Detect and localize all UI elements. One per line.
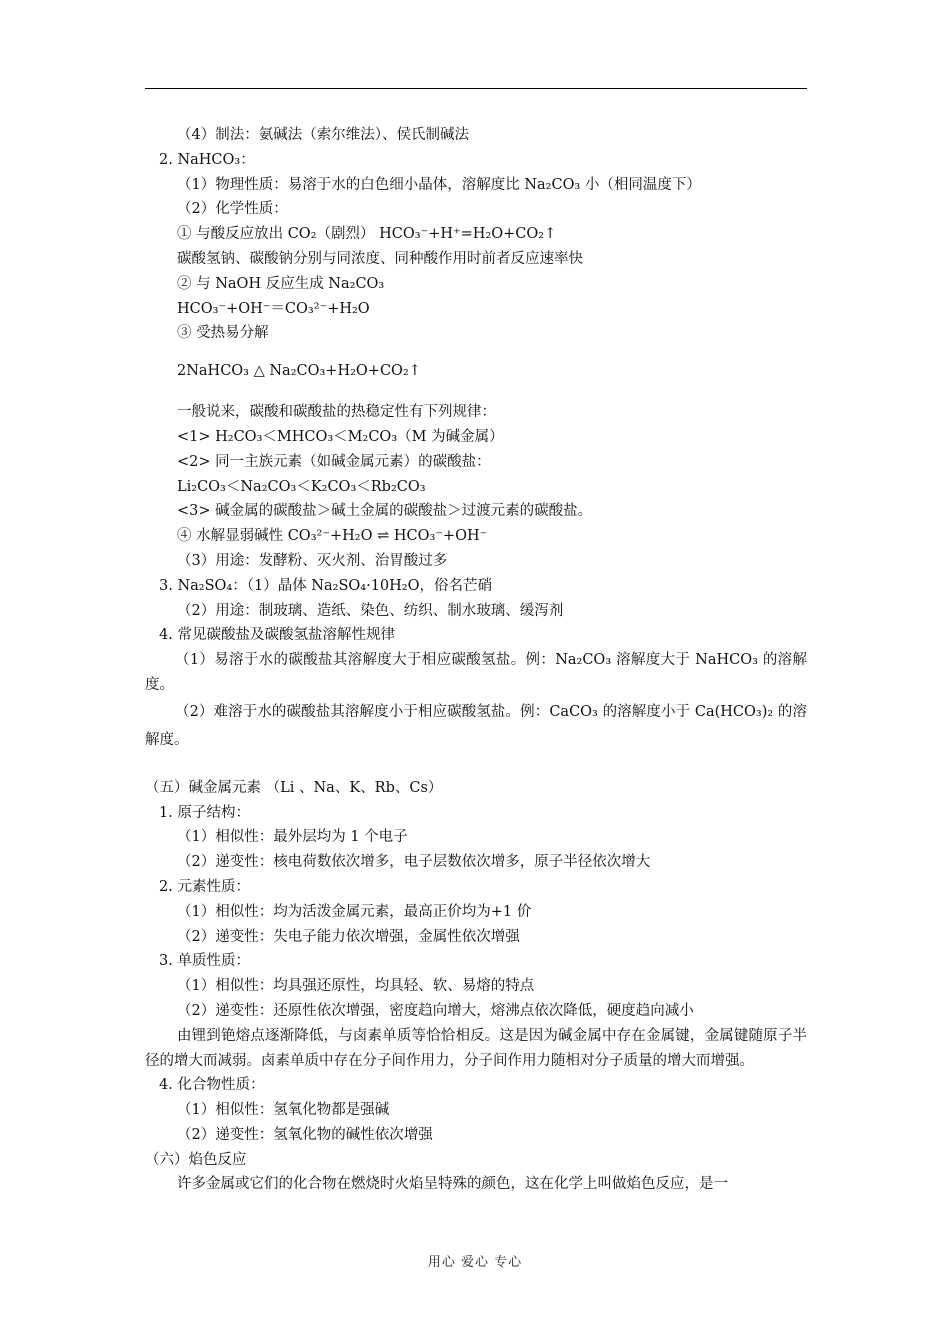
section-heading: 2. NaHCO₃： xyxy=(159,151,255,168)
text-line: 许多金属或它们的化合物在燃烧时火焰呈特殊的颜色，这在化学上叫做焰色反应，是一 xyxy=(177,1176,728,1193)
header-rule xyxy=(145,88,807,89)
section-heading: 3. 单质性质： xyxy=(159,953,250,970)
text-line: 碳酸氢钠、碳酸钠分别与同浓度、同种酸作用时前者反应速率快 xyxy=(177,250,583,267)
paragraph: （2）难溶于水的碳酸盐其溶解度小于相应碳酸氢盐。例：CaCO₃ 的溶解度小于 Ca(HCO₃)₂ 的溶解度。 xyxy=(145,703,807,748)
equation-line: Li₂CO₃＜Na₂CO₃＜K₂CO₃＜Rb₂CO₃ xyxy=(177,478,426,495)
text-line: （3）用途：发酵粉、灭火剂、治胃酸过多 xyxy=(177,552,448,569)
equation-line: ① 与酸反应放出 CO₂（剧烈） HCO₃⁻+H⁺=H₂O+CO₂↑ xyxy=(177,226,557,243)
section-heading: 3. Na₂SO₄：（1）晶体 Na₂SO₄·10H₂O，俗名芒硝 xyxy=(159,577,492,594)
text-line: <2> 同一主族元素（如碱金属元素）的碳酸盐： xyxy=(177,453,491,470)
section-heading: 4. 化合物性质： xyxy=(159,1077,265,1094)
text-line: （1）相似性：氢氧化物都是强碱 xyxy=(177,1102,390,1119)
page-footer: 用心 爱心 专心 xyxy=(427,1255,523,1270)
text-line: （2）用途：制玻璃、造纸、染色、纺织、制水玻璃、缓泻剂 xyxy=(177,602,564,619)
text-line: （1）物理性质：易溶于水的白色细小晶体，溶解度比 Na₂CO₃ 小（相同温度下） xyxy=(177,176,701,193)
text-line: ③ 受热易分解 xyxy=(177,325,269,342)
text-line: ② 与 NaOH 反应生成 Na₂CO₃ xyxy=(177,275,385,292)
text-line: <3> 碱金属的碳酸盐＞碱土金属的碳酸盐＞过渡元素的碳酸盐。 xyxy=(177,503,593,520)
text-line: （4）制法：氨碱法（索尔维法）、侯氏制碱法 xyxy=(177,127,469,143)
text-line: （1）相似性：均具强还原性，均具轻、软、易熔的特点 xyxy=(177,978,535,995)
chapter-heading: （六）焰色反应 xyxy=(145,1151,247,1168)
chapter-heading: （五）碱金属元素 （Li 、Na、K、Rb、Cs） xyxy=(145,779,443,796)
paragraph: 由锂到铯熔点逐渐降低，与卤素单质等恰恰相反。这是因为碱金属中存在金属键，金属键随原子半径的增大而减弱。卤素单质中存在分子间作用力，分子间作用力随相对分子质量的增大而增强。 xyxy=(145,1027,807,1069)
section-heading: 2. 元素性质： xyxy=(159,878,250,895)
paragraph: （1）易溶于水的碳酸盐其溶解度大于相应碳酸氢盐。例：Na₂CO₃ 溶解度大于 NaHCO₃ 的溶解度。 xyxy=(145,652,807,693)
text-line: （1）相似性：最外层均为 1 个电子 xyxy=(177,829,408,846)
text-line: （2）递变性：还原性依次增强，密度趋向增大，熔沸点依次降低，硬度趋向减小 xyxy=(177,1002,694,1019)
text-line: （2）递变性：核电荷数依次增多，电子层数依次增多，原子半径依次增大 xyxy=(177,854,651,871)
text-line: <1> H₂CO₃＜MHCO₃＜M₂CO₃（M 为碱金属） xyxy=(177,428,504,445)
text-line: （2）化学性质： xyxy=(177,201,288,218)
text-line: （1）相似性：均为活泼金属元素，最高正价均为+1 价 xyxy=(177,903,532,920)
text-line: （2）递变性：失电子能力依次增强，金属性依次增强 xyxy=(177,928,520,945)
decomposition-equation: 2NaHCO₃ △ Na₂CO₃+H₂O+CO₂↑ xyxy=(177,363,421,380)
equation-line: HCO₃⁻+OH⁻＝CO₃²⁻+H₂O xyxy=(177,300,370,317)
text-line: （2）递变性：氢氧化物的碱性依次增强 xyxy=(177,1126,433,1143)
section-heading: 1. 原子结构： xyxy=(159,804,250,821)
document-body xyxy=(145,123,807,1197)
section-heading: 4. 常见碳酸盐及碳酸氢盐溶解性规律 xyxy=(159,627,395,644)
text-line: 一般说来，碳酸和碳酸盐的热稳定性有下列规律： xyxy=(177,404,496,421)
hydrolysis-equation: ④ 水解显弱碱性 CO₃²⁻+H₂O ⇌ HCO₃⁻+OH⁻ xyxy=(177,528,488,545)
